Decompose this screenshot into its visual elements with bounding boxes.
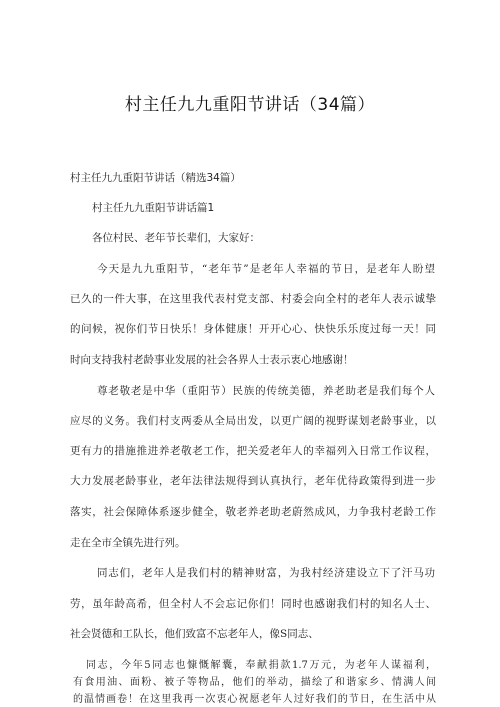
paragraph-line: 的温情画卷！在这里我再一次衷心祝愿老年人过好我们的节日，在生活中从 <box>73 694 436 705</box>
document-title: 村主任九九重阳节讲话（34篇） <box>124 95 376 115</box>
paragraph-line: 尊老敬老是中华（重阳节）民族的传统美德，养老助老是我们每个人 <box>97 385 435 397</box>
paragraph-line: 同志，今年5同志也慷慨解囊，奉献捐款1.7万元，为老年人谋福利， <box>86 660 436 671</box>
greeting: 各位村民、老年节长辈们，大家好： <box>92 232 260 244</box>
paragraph-line: 走在全市全镇先进行列。 <box>70 537 186 549</box>
paragraph-line: 劳，虽年龄高希，但全村人不会忘记你们！同时也感谢我们村的知名人士、 <box>70 598 436 610</box>
paragraph-line: 的问候，祝你们节日快乐！身体健康！开开心心、快快乐乐度过每一天！同 <box>70 323 436 335</box>
paragraph-line: 同志们，老年人是我们村的精神财富，为我村经济建设立下了汗马功 <box>97 567 435 579</box>
document-subtitle: 村主任九九重阳节讲话（精选34篇） <box>70 172 241 184</box>
paragraph-line: 时向支持我村老龄事业发展的社会各界人士表示衷心地感谢！ <box>70 354 354 366</box>
paragraph-line: 今天是九九重阳节，“老年节”是老年人幸福的节日，是老年人盼望 <box>97 263 435 275</box>
paragraph-line: 社会贤德和工队长，他们致富不忘老年人，像S同志、 <box>70 628 319 640</box>
paragraph-line: 已久的一件大事，在这里我代表村党支部、村委会向全村的老年人表示诚挚 <box>70 293 436 305</box>
section-heading: 村主任九九重阳节讲话篇1 <box>92 202 215 214</box>
paragraph-line: 应尽的义务。我们村支两委从全局出发，以更广阔的视野谋划老龄事业，以 <box>70 415 436 427</box>
paragraph-line: 大力发展老龄事业，老年法律法规得到认真执行，老年优待政策得到进一步 <box>70 475 436 487</box>
paragraph-line: 落实，社会保障体系逐步健全，敬老养老助老蔚然成风，力争我村老龄工作 <box>70 506 436 518</box>
paragraph-line: 更有力的措施推进养老敬老工作，把关爱老年人的幸福列入日常工作议程， <box>70 445 436 457</box>
paragraph-line: 有食用油、面粉、被子等物品，他们的举动，描绘了和谐家乡、情满人间 <box>73 677 436 688</box>
